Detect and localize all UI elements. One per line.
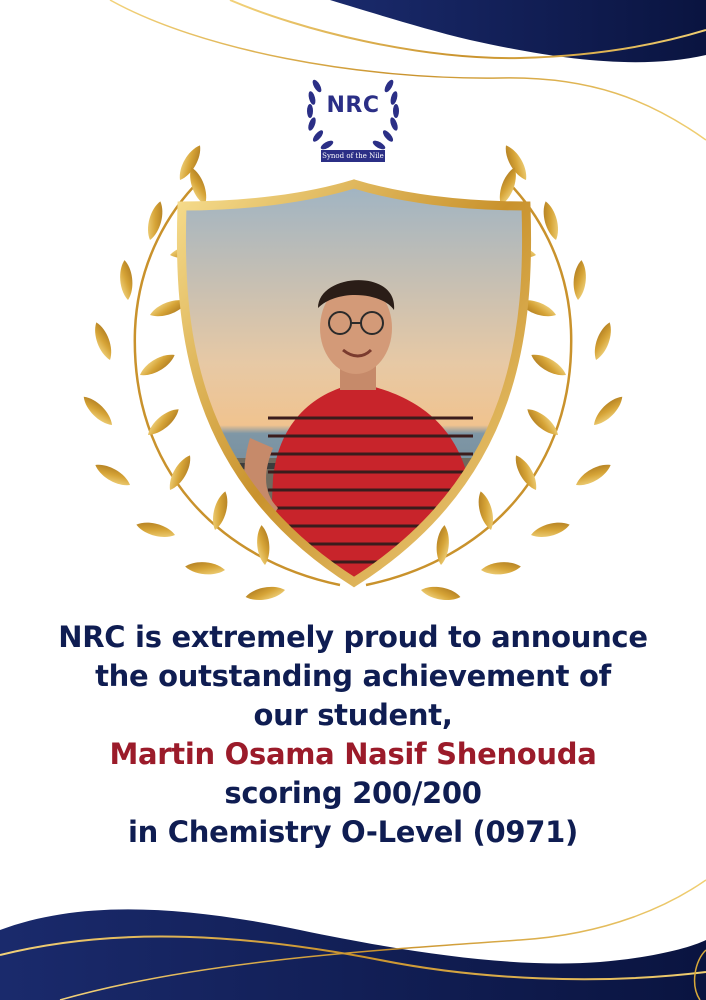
announcement-score: scoring 200/200 [224,776,482,810]
announcement-subject: in Chemistry O-Level (0971) [128,815,578,849]
announcement-line-1: NRC is extremely proud to announce [58,620,648,654]
announcement-line-2: the outstanding achievement of [95,659,611,693]
announcement-text [0,618,706,852]
announcement-line-3: our student, [253,698,453,732]
nrc-logo [303,66,403,166]
student-photo [168,178,540,590]
logo-text: NRC [326,93,380,118]
logo-ribbon: Synod of the Nile [322,152,384,160]
student-photo-shield [168,178,540,590]
student-name: Martin Osama Nasif Shenouda [109,737,597,771]
